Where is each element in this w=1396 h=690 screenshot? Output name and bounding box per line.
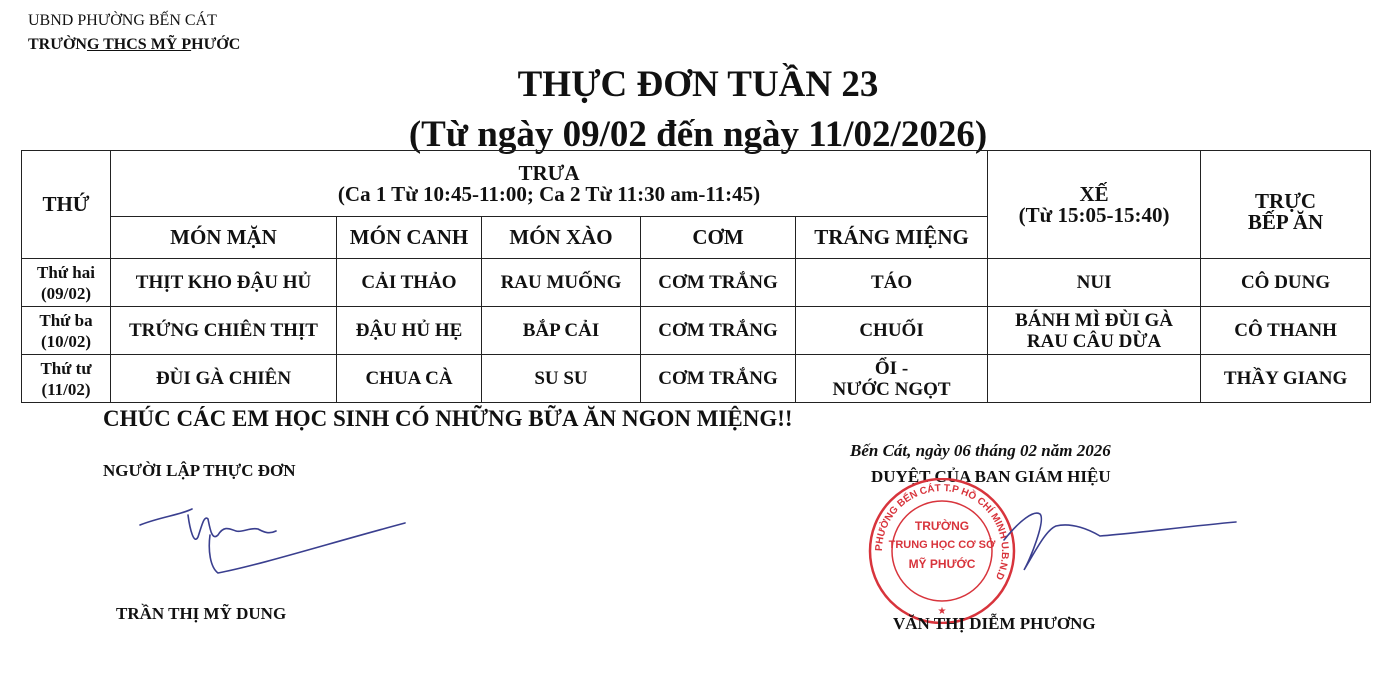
cell-canh: ĐẬU HỦ HẸ [337, 307, 482, 355]
header-lunch [111, 151, 988, 217]
cell-truc: CÔ THANH [1201, 307, 1371, 355]
header-duty [1201, 151, 1371, 259]
snack-time: (Từ 15:05-15:40) [1018, 202, 1170, 227]
cell-canh: CẢI THẢO [337, 259, 482, 307]
day-cell: Thứ ba (10/02) [22, 307, 111, 355]
cell-trang-mieng: TÁO [796, 259, 988, 307]
svg-text:TRUNG HỌC CƠ SỞ: TRUNG HỌC CƠ SỞ [888, 539, 996, 551]
cell-xe: NUI [988, 259, 1201, 307]
right-signature [1000, 500, 1240, 580]
lunch-title: TRƯA [518, 160, 580, 185]
cell-xao: RAU MUỐNG [482, 259, 641, 307]
header-day: THỨ [22, 151, 111, 259]
wish-message: CHÚC CÁC EM HỌC SINH CÓ NHỮNG BỮA ĂN NGON MIỆNG!! [103, 406, 793, 431]
svg-text:MỸ PHƯỚC: MỸ PHƯỚC [908, 557, 976, 571]
cell-com: CƠM TRẮNG [641, 307, 796, 355]
place-date: Bến Cát, ngày 06 tháng 02 năm 2026 [850, 441, 1111, 460]
school-stamp [862, 478, 1022, 624]
page-subtitle: (Từ ngày 09/02 đến ngày 11/02/2026) [408, 114, 988, 155]
header-snack [988, 151, 1201, 259]
sub-header-man: MÓN MẶN [111, 217, 337, 259]
duty-line-1: TRỰC [1255, 189, 1317, 213]
cell-xao: SU SU [482, 355, 641, 403]
sub-header-xao: MÓN XÀO [482, 217, 641, 259]
cell-xe [988, 355, 1201, 403]
left-signature [130, 495, 410, 585]
sub-header-trang-mieng: TRÁNG MIỆNG [796, 217, 988, 259]
menu-table [21, 150, 1371, 403]
cell-man: TRỨNG CHIÊN THỊT [111, 307, 337, 355]
day-cell: Thứ tư (11/02) [22, 355, 111, 403]
cell-com: CƠM TRẮNG [641, 259, 796, 307]
lunch-time: (Ca 1 Từ 10:45-11:00; Ca 2 Từ 11:30 am-11:45) [337, 181, 761, 206]
left-signer-name: TRẦN THỊ MỸ DUNG [116, 604, 287, 623]
right-signer-name: VĂN THỊ DIỄM PHƯƠNG [893, 614, 1096, 633]
table-row [22, 307, 1371, 355]
cell-xao: BẮP CẢI [482, 307, 641, 355]
cell-truc: CÔ DUNG [1201, 259, 1371, 307]
table-row [22, 259, 1371, 307]
cell-trang-mieng: CHUỐI [796, 307, 988, 355]
svg-text:PHƯỜNG BẾN CÁT T.P HỒ CHÍ MINH: PHƯỜNG BẾN CÁT T.P HỒ CHÍ MINH U.B.N.D [873, 482, 1011, 582]
day-cell: Thứ hai (09/02) [22, 259, 111, 307]
cell-man: ĐÙI GÀ CHIÊN [111, 355, 337, 403]
snack-title: XẾ [1079, 181, 1109, 206]
sub-header-com: CƠM [641, 217, 796, 259]
table-row [22, 355, 1371, 403]
page-title: THỰC ĐƠN TUẦN 23 [517, 64, 879, 105]
sub-header-canh: MÓN CANH [337, 217, 482, 259]
duty-line-2: BẾP ĂN [1247, 210, 1324, 234]
cell-com: CƠM TRẮNG [641, 355, 796, 403]
cell-man: THỊT KHO ĐẬU HỦ [111, 259, 337, 307]
cell-canh: CHUA CÀ [337, 355, 482, 403]
org-line-2: TRƯỜNG THCS MỸ PHƯỚC [28, 36, 241, 53]
cell-trang-mieng: ỔI - NƯỚC NGỌT [796, 355, 988, 403]
right-signer-label: DUYỆT CỦA BAN GIÁM HIỆU [871, 467, 1111, 486]
cell-truc: THẦY GIANG [1201, 355, 1371, 403]
left-signer-label: NGƯỜI LẬP THỰC ĐƠN [103, 461, 296, 480]
cell-xe: BÁNH MÌ ĐÙI GÀ RAU CÂU DỪA [988, 307, 1201, 355]
org-line-1: UBND PHƯỜNG BẾN CÁT [28, 12, 217, 29]
svg-text:TRƯỜNG: TRƯỜNG [914, 519, 970, 533]
svg-text:★: ★ [937, 606, 947, 617]
